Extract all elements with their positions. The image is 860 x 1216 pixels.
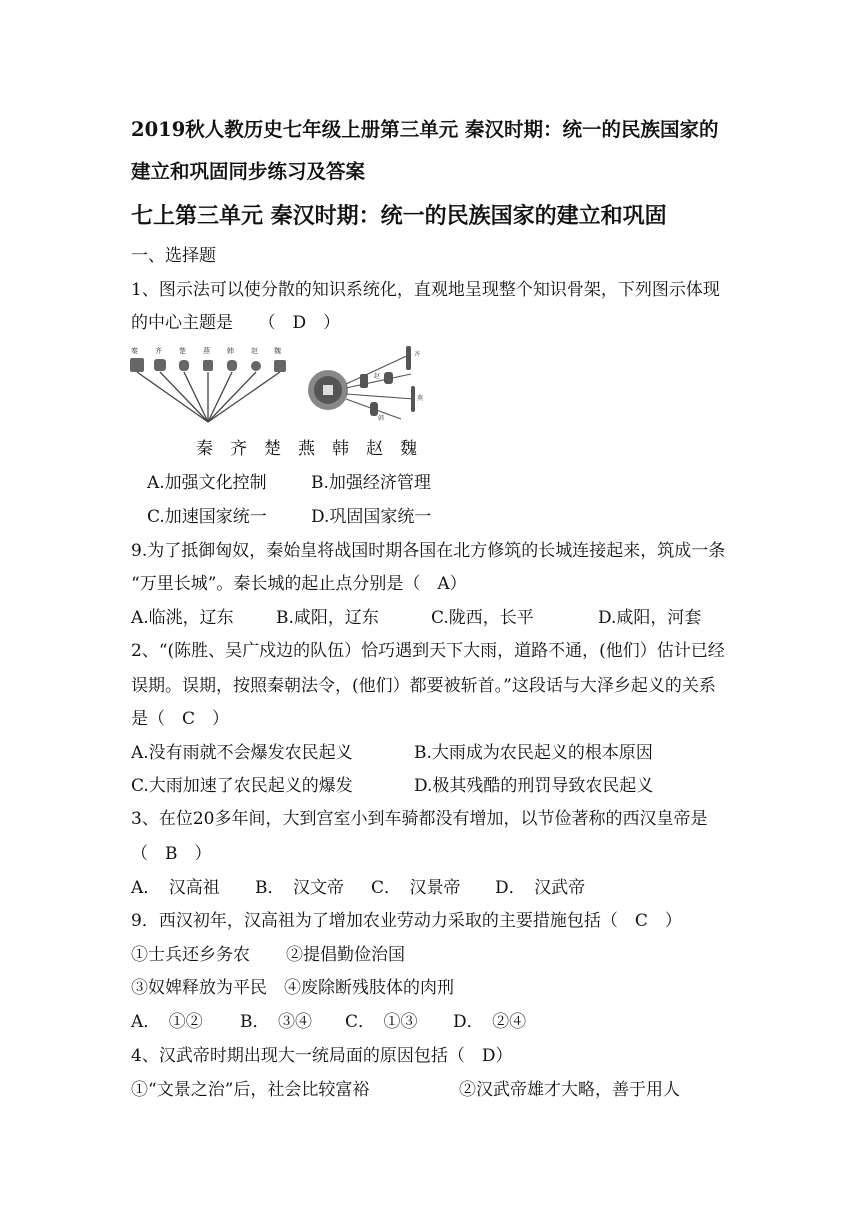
- q4-item-a: ①“文景之治”后，社会比较富裕: [131, 1080, 370, 1100]
- fig-label-zhao: 赵: [251, 347, 258, 355]
- q2-stem-line-1: 2、“(陈胜、吴广戍边的队伍）恰巧遇到天下大雨，道路不通，(他们）估计已经: [131, 641, 725, 661]
- q2-stem-line-3: 是（ C ）: [131, 709, 230, 729]
- fig-right-label-yan: 燕: [417, 395, 424, 402]
- q9a-option-d: D.咸阳，河套: [598, 608, 702, 628]
- q1-stem-line-2: 的中心主题是 （ D ）: [131, 313, 341, 333]
- q3-option-c: C． 汉景帝: [371, 878, 461, 898]
- q9b-item-1: ①士兵还乡务农: [131, 945, 250, 965]
- q1-figure-coin-diagram: [306, 344, 436, 424]
- q9a-option-a: A.临洮，辽东: [131, 608, 234, 628]
- q9b-option-c: C． ①③: [345, 1012, 418, 1032]
- fig-label-wei: 魏: [274, 347, 281, 355]
- q2-option-a: A.没有雨就不会爆发农民起义: [131, 743, 353, 763]
- q9b-option-a: A． ①②: [131, 1012, 203, 1032]
- q3-option-b: B． 汉文帝: [255, 878, 344, 898]
- fig-right-label-qi: 齐: [414, 351, 421, 358]
- q3-option-a: A． 汉高祖: [131, 878, 220, 898]
- q9a-option-c: C.陇西，长平: [431, 608, 534, 628]
- fig-label-chu: 楚: [179, 347, 186, 355]
- q1-option-a: A.加强文化控制: [147, 473, 267, 493]
- q9a-stem-line-2: “万里长城”。秦长城的起止点分别是（ A）: [131, 574, 467, 594]
- q9b-option-b: B． ③④: [240, 1012, 312, 1032]
- document-title-line-2: 建立和巩固同步练习及答案: [131, 160, 366, 183]
- q1-figure-caption: 秦 齐 楚 燕 韩 赵 魏: [196, 439, 417, 459]
- fig-right-label-zhao: 赵: [374, 373, 381, 380]
- q2-stem-line-2: 误期。误期，按照秦朝法令，(他们）都要被斩首。”这段话与大泽乡起义的关系: [131, 676, 716, 696]
- q1-figure-fan-diagram: [128, 344, 293, 424]
- q2-option-c: C.大雨加速了农民起义的爆发: [131, 776, 353, 796]
- q1-option-c: C.加速国家统一: [147, 507, 267, 527]
- q3-option-d: D． 汉武帝: [495, 878, 586, 898]
- section-heading: 七上第三单元 秦汉时期：统一的民族国家的建立和巩固: [131, 203, 667, 229]
- fig-label-yan: 燕: [203, 347, 210, 355]
- fig-label-han: 韩: [227, 347, 234, 355]
- q9a-stem-line-1: 9.为了抵御匈奴，秦始皇将战国时期各国在北方修筑的长城连接起来，筑成一条: [131, 541, 726, 561]
- q1-stem-line-1: 1、图示法可以使分散的知识系统化，直观地呈现整个知识骨架，下列图示体现: [131, 280, 720, 300]
- q4-item-b: ②汉武帝雄才大略，善于用人: [459, 1080, 680, 1100]
- q9a-option-b: B.咸阳，辽东: [276, 608, 379, 628]
- q1-option-b: B.加强经济管理: [311, 473, 431, 493]
- q9b-stem-line-1: 9．西汉初年，汉高祖为了增加农业劳动力采取的主要措施包括（ C ）: [131, 911, 682, 931]
- q9b-item-2: ②提倡勤俭治国: [286, 945, 405, 965]
- q4-stem-line-1: 4、汉武帝时期出现大一统局面的原因包括（ D）: [131, 1046, 513, 1066]
- q2-option-d: D.极其残酷的刑罚导致农民起义: [414, 776, 654, 796]
- part-heading: 一、选择题: [131, 246, 216, 266]
- q3-stem-line-1: 3、在位20多年间，大到宫室小到车骑都没有增加，以节俭著称的西汉皇帝是: [131, 809, 708, 829]
- q3-stem-line-2: （ B ）: [131, 844, 212, 864]
- q1-option-d: D.巩固国家统一: [311, 507, 432, 527]
- fig-label-qi: 齐: [155, 347, 162, 355]
- q9b-item-line-2: ③奴婢释放为平民 ④废除断残肢体的肉刑: [131, 978, 454, 998]
- q2-option-b: B.大雨成为农民起义的根本原因: [414, 743, 653, 763]
- fig-label-qin: 秦: [131, 347, 138, 355]
- fig-right-label-han: 韩: [378, 415, 385, 422]
- q9b-option-d: D． ②④: [453, 1012, 527, 1032]
- document-title-line-1: 2019秋人教历史七年级上册第三单元 秦汉时期：统一的民族国家的: [131, 118, 719, 141]
